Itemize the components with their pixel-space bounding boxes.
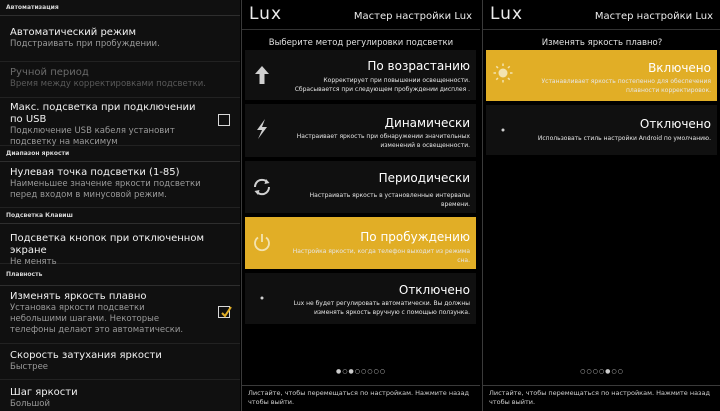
wizard-footer-hint: Листайте, чтобы перемещаться по настройкам. Нажмите назад чтобы выйти. xyxy=(242,385,480,411)
fade-speed-pref[interactable] xyxy=(0,344,240,380)
option-desc: Корректирует при повышении освещенности. Сбрасывается при следующем пробуждении дисплея . xyxy=(294,77,470,93)
option-dynamic[interactable] xyxy=(245,104,476,158)
settings-panel xyxy=(0,0,240,411)
wizard-panel-smooth xyxy=(482,0,720,411)
checkmark-icon xyxy=(219,305,233,319)
option-disabled[interactable] xyxy=(245,273,476,325)
option-title: Отключено xyxy=(639,117,711,131)
refresh-icon xyxy=(251,176,273,198)
section-header-range: Диапазон яркости xyxy=(0,146,240,162)
buttons-light-sub: Не менять xyxy=(10,257,57,267)
option-title: По пробуждению xyxy=(360,230,470,244)
smooth-title: Изменять яркость плавно xyxy=(10,291,147,302)
option-title: Включено xyxy=(648,61,711,75)
fade-speed-sub: Быстрее xyxy=(10,362,49,372)
zero-point-title: Нулевая точка подсветки (1-85) xyxy=(10,167,180,178)
section-header-keys: Подсветка Клавиш xyxy=(0,208,240,224)
wizard-title: Мастер настройки Lux xyxy=(594,11,713,22)
section-header-automation: Автоматизация xyxy=(0,0,240,16)
usb-max-title: Макс. подсветка при подключении по USB xyxy=(10,102,196,125)
option-on-wake[interactable] xyxy=(245,217,476,270)
wizard-footer-hint: Листайте, чтобы перемещаться по настройкам. Нажмите назад чтобы выйти. xyxy=(483,385,720,411)
option-off[interactable] xyxy=(486,105,717,156)
smooth-sub: Установка яркости подсветки небольшими шагами. Некоторые телефоны делают это автоматически. xyxy=(10,303,184,335)
lux-logo: Lux xyxy=(249,4,283,24)
brightness-step-title: Шаг яркости xyxy=(10,387,78,398)
wizard-question: Выберите метод регулировки подсветки xyxy=(268,38,454,48)
option-ascending[interactable] xyxy=(245,50,476,101)
lux-logo: Lux xyxy=(490,4,524,24)
option-title: Периодически xyxy=(378,171,470,185)
auto-mode-pref[interactable] xyxy=(0,16,240,62)
option-desc: Настраивает яркость при обнаружении значительных изменений в освещенности. xyxy=(296,133,470,149)
brightness-step-sub: Большой xyxy=(10,399,50,409)
manual-period-pref xyxy=(0,62,240,98)
page-indicator: ○○○○●○○ xyxy=(580,368,624,375)
buttons-light-title: Подсветка кнопок при отключенном экране xyxy=(10,233,204,256)
auto-mode-title: Автоматический режим xyxy=(10,27,137,38)
option-enabled[interactable] xyxy=(486,50,717,102)
power-icon xyxy=(251,232,273,254)
manual-period-title: Ручной период xyxy=(10,67,89,78)
arrow-up-icon xyxy=(251,64,273,86)
dot-icon xyxy=(492,119,514,141)
brightness-step-pref[interactable] xyxy=(0,380,240,411)
option-title: Отключено xyxy=(398,283,470,297)
usb-max-pref[interactable] xyxy=(0,98,240,146)
usb-max-sub: Подключение USB кабеля установит подсветку на максимум xyxy=(10,126,175,147)
smooth-checkbox[interactable] xyxy=(218,306,230,318)
option-desc: Lux не будет регулировать автоматически. Вы должны изменять яркость вручную с помощью ползунка. xyxy=(293,300,470,316)
brightness-icon xyxy=(492,62,514,84)
wizard-panel-method xyxy=(241,0,480,411)
zero-point-pref[interactable] xyxy=(0,162,240,208)
dot-icon xyxy=(251,287,273,309)
option-desc: Использовать стиль настройки Android по умолчанию. xyxy=(537,135,711,142)
option-title: Динамически xyxy=(384,116,470,130)
wizard-title: Мастер настройки Lux xyxy=(353,11,472,22)
buttons-light-pref[interactable] xyxy=(0,224,240,267)
option-title: По возрастанию xyxy=(367,59,470,73)
option-desc: Настраивать яркость в установленные интервалы времени. xyxy=(309,192,470,208)
smooth-pref[interactable] xyxy=(0,286,240,344)
fade-speed-title: Скорость затухания яркости xyxy=(10,350,162,361)
option-desc: Настройка яркости, когда телефон выходит из режима сна. xyxy=(292,248,470,264)
wizard-header xyxy=(242,0,480,30)
page-indicator: ●○●○○○○○ xyxy=(336,368,386,375)
section-header-smooth: Плавность xyxy=(0,264,240,286)
manual-period-sub: Время между корректировками подсветки. xyxy=(10,79,207,89)
option-desc: Устанавливает яркость постепенно для обеспечения плавности корректировок. xyxy=(541,78,711,94)
zero-point-sub: Наименьшее значение яркости подсветки перед входом в минусовой режим. xyxy=(10,179,201,200)
method-options xyxy=(245,50,476,328)
wizard-question: Изменять яркость плавно? xyxy=(541,38,663,48)
option-periodic[interactable] xyxy=(245,161,476,214)
auto-mode-sub: Подстраивать при пробуждении. xyxy=(10,39,160,49)
smooth-options xyxy=(486,50,717,159)
lightning-icon xyxy=(251,118,273,140)
usb-max-checkbox[interactable] xyxy=(218,114,230,126)
wizard-header xyxy=(483,0,720,30)
